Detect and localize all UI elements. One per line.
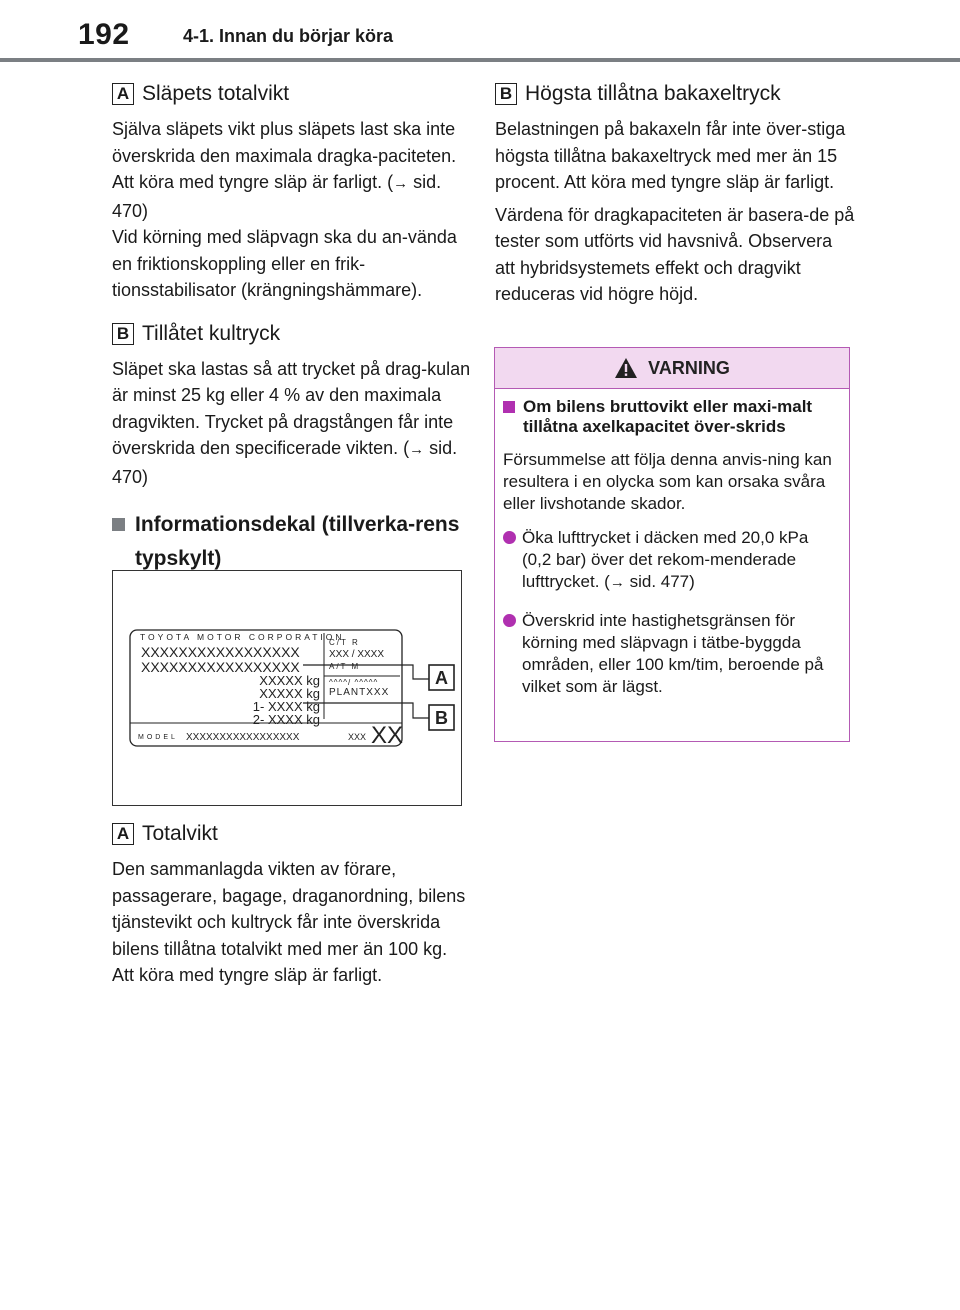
paragraph	[112, 116, 472, 304]
callout-a: A	[435, 668, 448, 688]
warning-item-text	[522, 527, 839, 594]
warning-box	[494, 347, 850, 742]
label-box: B	[495, 83, 517, 105]
certification-label-figure	[112, 570, 462, 806]
ctr-text: C/T R	[329, 638, 360, 647]
sub-heading-tongue-weight	[112, 322, 472, 346]
atm-text: A/T M	[329, 662, 361, 671]
ctr-value-text: XXX / XXXX	[329, 649, 385, 660]
label-box: B	[112, 323, 134, 345]
paragraph	[112, 356, 472, 491]
bullet-heading-text: Informationsdekal (tillverka-rens typskylt)	[135, 513, 460, 570]
paragraph-text: Vid körning med släpvagn ska du an-vända en friktionskoppling eller en frik-tionsstabilisator (krängningshämmare).	[112, 227, 457, 300]
warning-triangle-icon	[614, 357, 638, 379]
plant-code-text: ^^^^/ ^^^^^	[329, 678, 379, 687]
corporation-text: TOYOTA MOTOR CORPORATION	[140, 632, 345, 642]
warning-heading-text: Om bilens bruttovikt eller maxi-malt tillåtna axelkapacitet över-skrids	[523, 397, 813, 436]
weight-text: 2- XXXX kg	[252, 712, 320, 727]
paragraph: Belastningen på bakaxeln får inte över-stiga högsta tillåtna bakaxeltryck med mer än 15 procent. Att köra med tyngre släp är farligt.	[495, 119, 846, 192]
page-reference: sid. 470)	[112, 172, 442, 221]
model-value-text: XXXXXXXXXXXXXXXXX	[186, 732, 300, 743]
sub-heading-text: Släpets totalvikt	[142, 82, 290, 105]
arrow-icon: →	[409, 441, 425, 458]
paragraph-text: Själva släpets vikt plus släpets last ska inte överskrida den maximala dragka-paciteten. Att köra med tyngre släp är farligt. (	[112, 119, 457, 192]
label-box: A	[112, 823, 134, 845]
page-reference: sid. 470)	[112, 438, 458, 487]
sub-heading-total-weight	[112, 822, 472, 846]
callout-b: B	[435, 708, 448, 728]
left-column-bottom	[112, 822, 472, 989]
square-bullet-icon	[503, 401, 515, 413]
warning-item-text: Överskrid inte hastighetsgränsen för körning med släpvagn i tätbe-byggda områden, eller 100 km/tim, beroende på vilket som är lägst.	[522, 611, 824, 696]
right-column	[495, 82, 855, 308]
sub-heading-text: Tillåtet kultryck	[142, 321, 281, 345]
warning-header	[495, 348, 849, 389]
plant-text: PLANTXXX	[329, 687, 390, 698]
vin-text: XXXXXXXXXXXXXXXXX	[141, 659, 300, 675]
circle-bullet-icon	[503, 531, 516, 544]
header-rule	[0, 58, 960, 62]
bullet-heading	[112, 508, 472, 576]
circle-bullet-icon	[503, 614, 516, 627]
vin-text: XXXXXXXXXXXXXXXXX	[141, 644, 300, 660]
paragraph: Den sammanlagda vikten av förare, passagerare, bagage, draganordning, bilens tjänstevikt och kultryck får inte överskrida bilens tillåtna totalvikt med mer än 100 kg. Att köra med tyngre släp är farligt.	[112, 859, 466, 985]
warning-heading	[503, 397, 839, 437]
warning-title: VARNING	[648, 357, 730, 378]
warning-list-item	[503, 527, 839, 594]
model-label-text: MODEL	[138, 734, 178, 741]
warning-paragraph: Försummelse att följa denna anvis-ning kan resultera i en olycka som kan orsaka svåra eller livshotande skador.	[503, 450, 832, 513]
model-code-text: XXX	[348, 732, 367, 742]
item-text: Öka lufttrycket i däcken med 20,0 kPa (0,2 bar) över det rekom-menderade lufttrycket. (	[522, 528, 809, 591]
section-title: 4-1. Innan du börjar köra	[183, 26, 394, 46]
model-big-text: XX	[371, 722, 404, 749]
weight-text: XXXXX kg	[259, 686, 320, 701]
sub-heading-trailer-weight	[112, 82, 472, 106]
arrow-icon: →	[609, 574, 625, 591]
weight-text: XXXXX kg	[259, 673, 320, 688]
arrow-icon: →	[393, 175, 409, 192]
sub-heading-text: Totalvikt	[142, 822, 218, 845]
warning-body	[495, 389, 849, 698]
paragraph: Värdena för dragkapaciteten är basera-de på tester som utförts vid havsnivå. Observera att hybridsystemets effekt och dragvikt reduceras vid högre höjd.	[495, 204, 855, 304]
label-box: A	[112, 83, 134, 105]
square-bullet-icon	[112, 518, 125, 531]
paragraph-text: Släpet ska lastas så att trycket på drag-kulan är minst 25 kg eller 4 % av den maximala dragvikten. Trycket på dragstången får inte överskrida den specificerade vikten. (	[112, 358, 471, 458]
sub-heading-rear-axle	[495, 82, 855, 106]
sub-heading-text: Högsta tillåtna bakaxeltryck	[525, 82, 781, 105]
warning-list-item	[503, 610, 839, 698]
left-column	[112, 82, 472, 576]
page-reference: sid. 477)	[629, 572, 695, 591]
label-illustration	[113, 571, 463, 807]
weight-text: 1- XXXX kg	[252, 699, 320, 714]
page-number: 192	[78, 18, 130, 51]
